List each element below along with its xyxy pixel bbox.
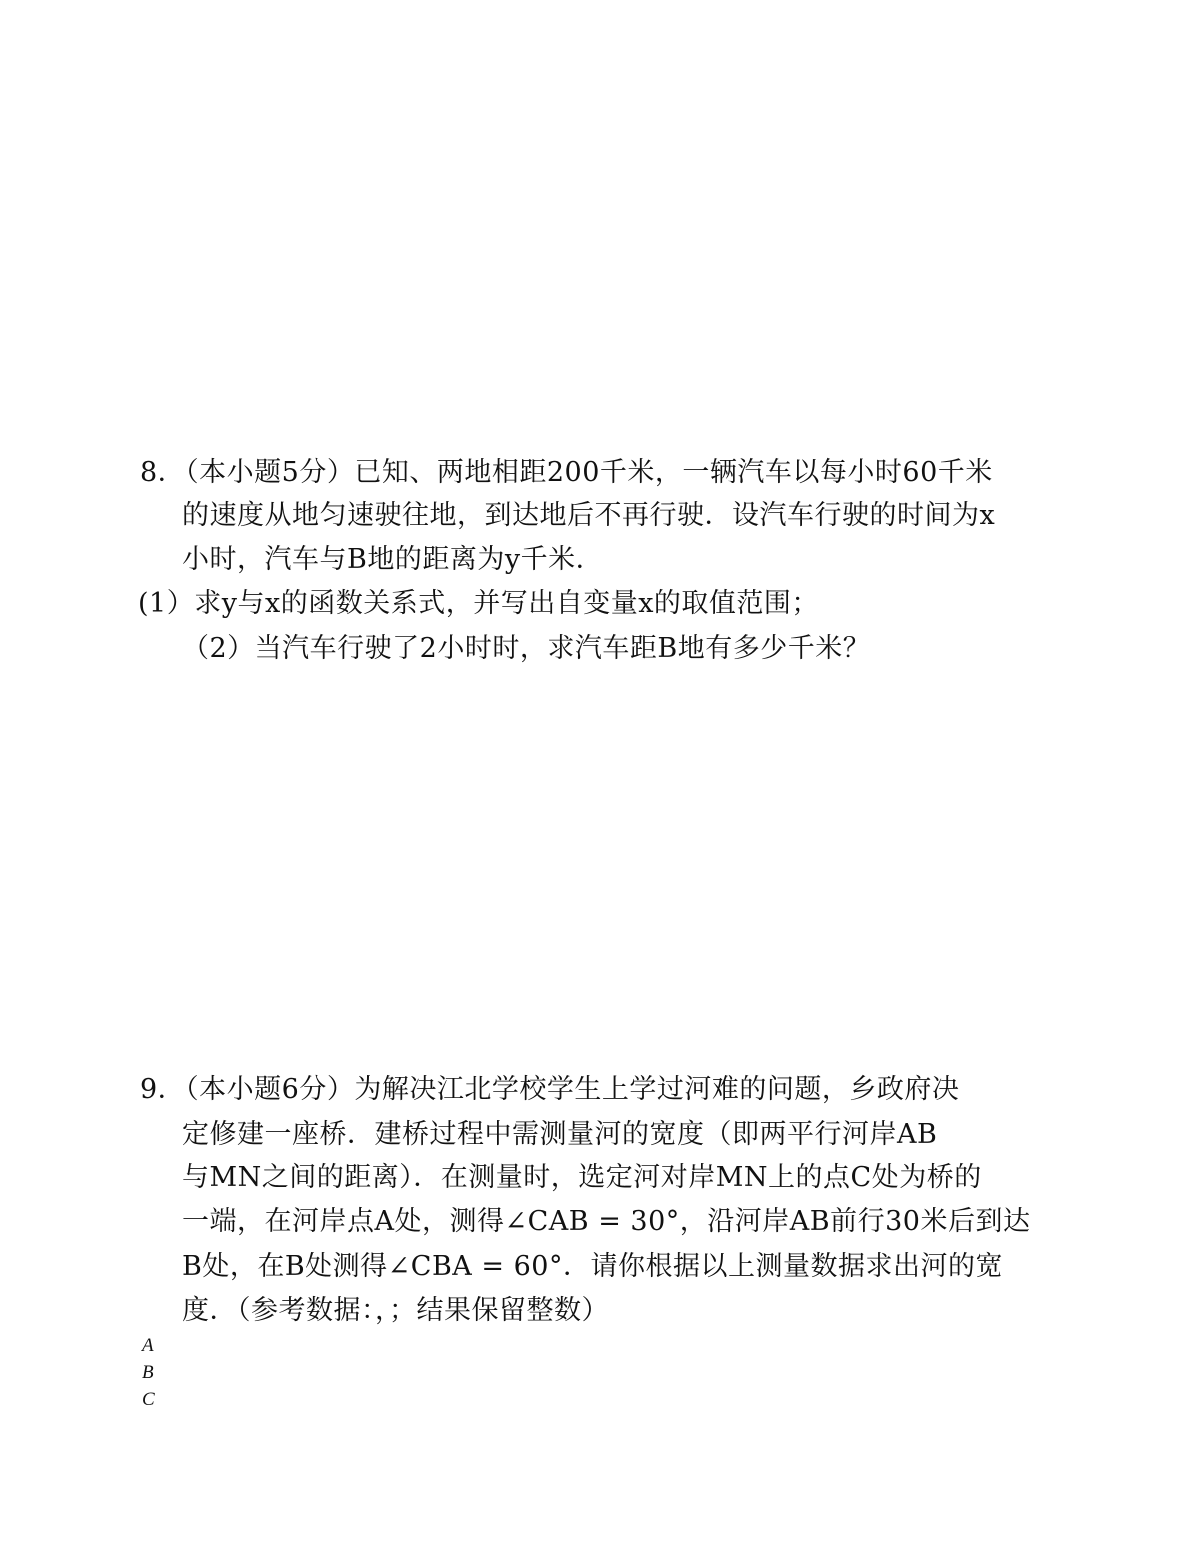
- q9-line-2: 定修建一座桥．建桥过程中需测量河的宽度（即两平行河岸AB: [182, 1119, 938, 1150]
- figure-label-c: C: [142, 1389, 155, 1410]
- q9-line-5: B处，在B处测得∠CBA = 60°．请你根据以上测量数据求出河的宽: [182, 1251, 1003, 1282]
- q8-line-3: 小时，汽车与B地的距离为y千米．: [182, 544, 604, 575]
- figure-label-b: B: [142, 1362, 154, 1383]
- q9-line-3: 与MN之间的距离）．在测量时，选定河对岸MN上的点C处为桥的: [182, 1162, 982, 1193]
- q8-line-2: 的速度从地匀速驶往地，到达地后不再行驶．设汽车行驶的时间为x: [182, 500, 996, 531]
- q9-line-6: 度．（参考数据：，；结果保留整数）: [182, 1295, 609, 1326]
- q8-part-2: （2）当汽车行驶了2小时时，求汽车距B地有多少千米？: [182, 633, 871, 664]
- figure-label-a: A: [142, 1335, 154, 1356]
- q9-line-1: 9．（本小题6分）为解决江北学校学生上学过河难的问题，乡政府决: [140, 1074, 960, 1105]
- q9-line-4: 一端，在河岸点A处，测得∠CAB = 30°，沿河岸AB前行30米后到达: [182, 1206, 1031, 1237]
- q8-line-1: 8．（本小题5分）已知、两地相距200千米，一辆汽车以每小时60千米: [140, 457, 993, 488]
- q8-part-1: (1）求y与x的函数关系式，并写出自变量x的取值范围；: [138, 588, 819, 619]
